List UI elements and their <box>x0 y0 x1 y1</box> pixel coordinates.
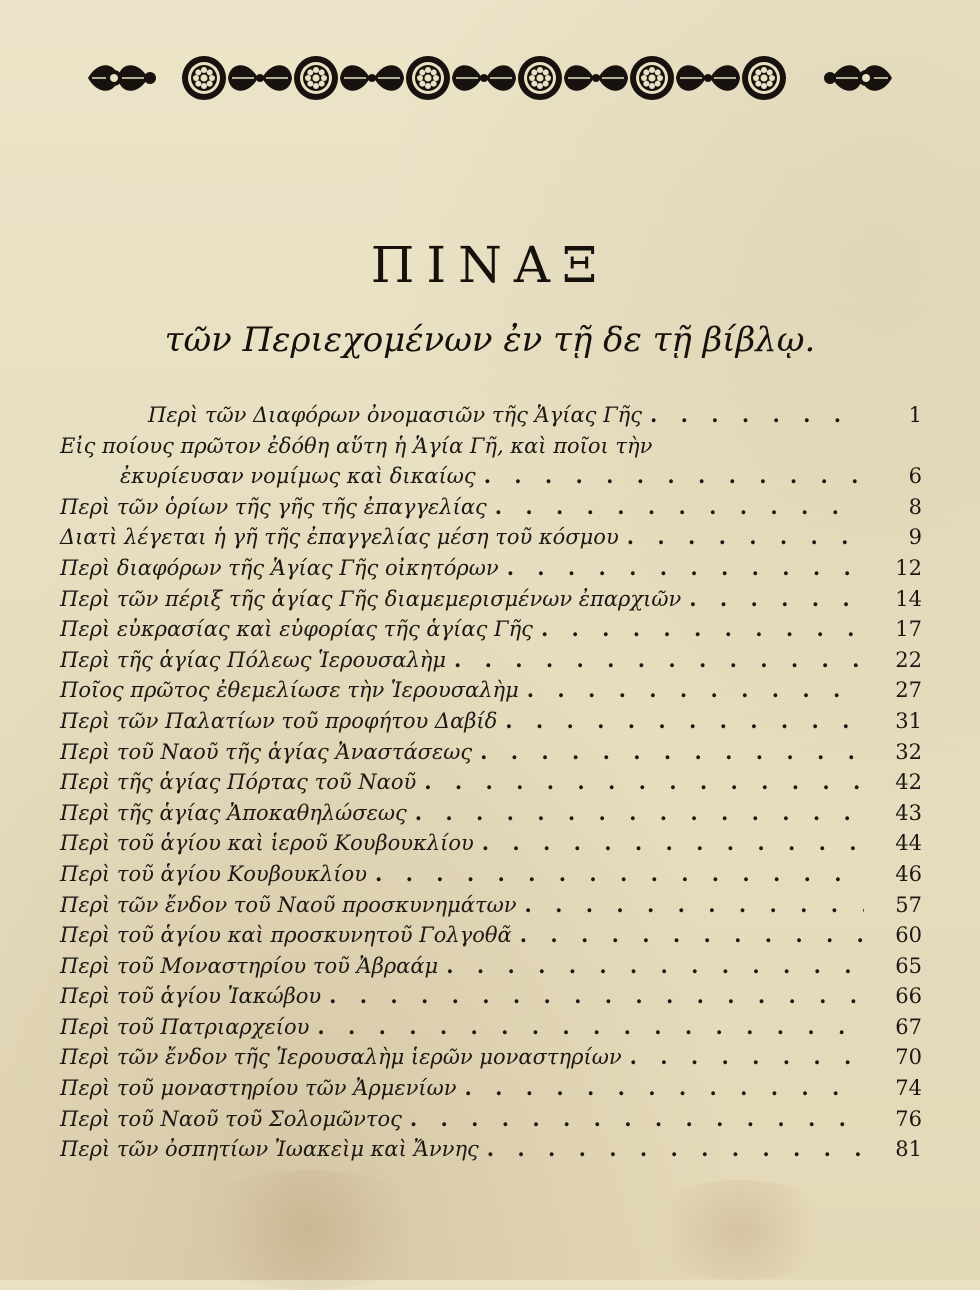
toc-page-number: 8 <box>908 494 922 519</box>
dot-leader <box>317 1012 864 1043</box>
dot-leader <box>446 951 864 982</box>
toc-entry-title: Περὶ τοῦ ἁγίου καὶ ἱεροῦ Κουβουκλίου <box>60 831 474 856</box>
floral-ornament-icon <box>84 52 896 104</box>
toc-entry <box>60 859 922 890</box>
dot-leader <box>480 737 864 768</box>
toc-entry <box>60 1042 922 1073</box>
toc-page-number: 76 <box>895 1106 922 1131</box>
toc-page-number: 32 <box>895 739 922 764</box>
toc-page-number: 57 <box>895 892 922 917</box>
toc-page-number: 42 <box>895 770 922 795</box>
toc-entry <box>60 920 922 951</box>
page-title: ΠΙΝΑΞ <box>370 236 610 294</box>
toc-entry <box>60 522 922 553</box>
toc-entry-title: Περὶ τοῦ ἁγίου Ἰακώβου <box>60 984 322 1009</box>
toc-entry <box>60 675 922 706</box>
toc-entry-title: Περὶ τοῦ ἁγίου καὶ προσκυνητοῦ Γολγοθᾶ <box>60 923 512 948</box>
toc-entry <box>60 890 922 921</box>
dot-leader <box>627 522 864 553</box>
toc-entry <box>60 737 922 768</box>
toc-page-number: 14 <box>895 586 922 611</box>
toc-entry <box>60 584 922 615</box>
toc-page-number: 46 <box>895 861 922 886</box>
toc-entry <box>60 431 922 462</box>
toc-entry-title: Περὶ τοῦ Ναοῦ τῆς ἁγίας Ἀναστάσεως <box>60 739 473 764</box>
toc-page-number: 17 <box>895 617 922 642</box>
toc-entry-title: Περὶ τῶν πέριξ τῆς ἁγίας Γῆς διαμεμερισμένων ἐπαρχιῶν <box>60 586 682 611</box>
toc-page-number: 43 <box>895 800 922 825</box>
toc-page-number: 31 <box>895 708 922 733</box>
toc-entry-title: Ποῖος πρῶτος ἐθεμελίωσε τὴν Ἱερουσαλὴμ <box>60 678 519 703</box>
dot-leader <box>689 584 864 615</box>
toc-entry <box>60 767 922 798</box>
toc-entry-title: Διατὶ λέγεται ἡ γῆ τῆς ἐπαγγελίας μέση τοῦ κόσμου <box>60 525 619 550</box>
toc-entry-title: Περὶ τοῦ Μοναστηρίου τοῦ Ἀβραάμ <box>60 953 439 978</box>
toc-page-number: 60 <box>895 923 922 948</box>
toc-entry <box>60 645 922 676</box>
toc-entry <box>60 798 922 829</box>
dot-leader <box>650 400 864 431</box>
dot-leader <box>527 675 864 706</box>
toc-page-number: 1 <box>908 403 922 427</box>
dot-leader <box>375 859 864 890</box>
toc-page-number: 74 <box>895 1076 922 1101</box>
toc-entry <box>60 1104 922 1135</box>
toc-entry <box>60 951 922 982</box>
toc-entry <box>60 461 922 492</box>
dot-leader <box>524 890 864 921</box>
toc-entry-title: Περὶ τῶν ἔνδον τῆς Ἱερουσαλὴμ ἱερῶν μοναστηρίων <box>60 1045 622 1070</box>
toc-entry <box>60 981 922 1012</box>
dot-leader <box>464 1073 864 1104</box>
toc-page-number: 67 <box>895 1014 922 1039</box>
dot-leader <box>415 798 864 829</box>
toc-page-number: 66 <box>895 984 922 1009</box>
dot-leader <box>487 1134 864 1165</box>
dot-leader <box>520 920 864 951</box>
dot-leader <box>505 706 864 737</box>
toc-entry-title: Περὶ τοῦ Ναοῦ τοῦ Σολομῶντος <box>60 1106 402 1131</box>
toc-entry-title: Περὶ τῆς ἁγίας Πόρτας τοῦ Ναοῦ <box>60 770 417 795</box>
dot-leader <box>424 767 864 798</box>
toc-page-number: 12 <box>895 555 922 580</box>
toc-entry <box>60 614 922 645</box>
toc-entry-title: Περὶ τῶν ὀσπητίων Ἰωακεὶμ καὶ Ἄννης <box>60 1137 479 1162</box>
toc-entry <box>60 1134 922 1165</box>
toc-entry-title: Περὶ τῆς ἁγίας Ἀποκαθηλώσεως <box>60 800 407 825</box>
toc-entry <box>60 400 922 431</box>
toc-entry <box>60 553 922 584</box>
toc-entry <box>60 1012 922 1043</box>
table-of-contents <box>60 400 922 1165</box>
dot-leader <box>507 553 864 584</box>
toc-entry-title: Περὶ τῶν Παλατίων τοῦ προφήτου Δαβίδ <box>60 708 498 733</box>
toc-entry <box>60 1073 922 1104</box>
toc-entry-title: Περὶ εὐκρασίας καὶ εὐφορίας τῆς ἁγίας Γῆς <box>60 617 533 642</box>
dot-leader <box>630 1042 864 1073</box>
toc-entry-title: Περὶ τῶν ὁρίων τῆς γῆς τῆς ἐπαγγελίας <box>60 494 487 519</box>
toc-entry-title: Εἰς ποίους πρῶτον ἐδόθη αὕτη ἡ Ἁγία Γῆ, καὶ ποῖοι τὴν <box>60 433 653 458</box>
toc-page-number: 81 <box>895 1137 922 1162</box>
toc-entry-title: Περὶ τῶν Διαφόρων ὀνομασιῶν τῆς Ἁγίας Γῆς <box>148 403 642 427</box>
dot-leader <box>329 981 864 1012</box>
dot-leader <box>484 461 864 492</box>
paper-stain <box>180 1170 440 1290</box>
dot-leader <box>454 645 864 676</box>
toc-entry-title: Περὶ τῆς ἁγίας Πόλεως Ἱερουσαλὴμ <box>60 647 446 672</box>
toc-entry-title: Περὶ τοῦ μοναστηρίου τῶν Ἀρμενίων <box>60 1076 457 1101</box>
toc-page-number: 9 <box>908 525 922 550</box>
toc-page-number: 22 <box>895 647 922 672</box>
page-subtitle: τῶν Περιεχομένων ἐν τῇ δε τῇ βίβλῳ. <box>164 320 816 360</box>
toc-entry <box>60 706 922 737</box>
toc-entry <box>60 828 922 859</box>
dot-leader <box>541 614 864 645</box>
toc-entry-title: Περὶ διαφόρων τῆς Ἁγίας Γῆς οἰκητόρων <box>60 555 499 580</box>
toc-page-number: 44 <box>895 831 922 856</box>
paper-stain <box>640 1180 840 1280</box>
toc-page-number: 6 <box>908 464 922 489</box>
toc-entry-title: ἐκυρίευσαν νομίμως καὶ δικαίως <box>120 464 476 489</box>
toc-entry-title: Περὶ τοῦ ἁγίου Κουβουκλίου <box>60 861 367 886</box>
toc-entry <box>60 492 922 523</box>
toc-entry-title: Περὶ τῶν ἔνδον τοῦ Ναοῦ προσκυνημάτων <box>60 892 517 917</box>
toc-page-number: 65 <box>895 953 922 978</box>
dot-leader <box>410 1104 864 1135</box>
toc-entry-title: Περὶ τοῦ Πατριαρχείου <box>60 1014 310 1039</box>
toc-page-number: 27 <box>895 678 922 703</box>
dot-leader <box>495 492 864 523</box>
toc-page-number: 70 <box>895 1045 922 1070</box>
dot-leader <box>482 828 864 859</box>
